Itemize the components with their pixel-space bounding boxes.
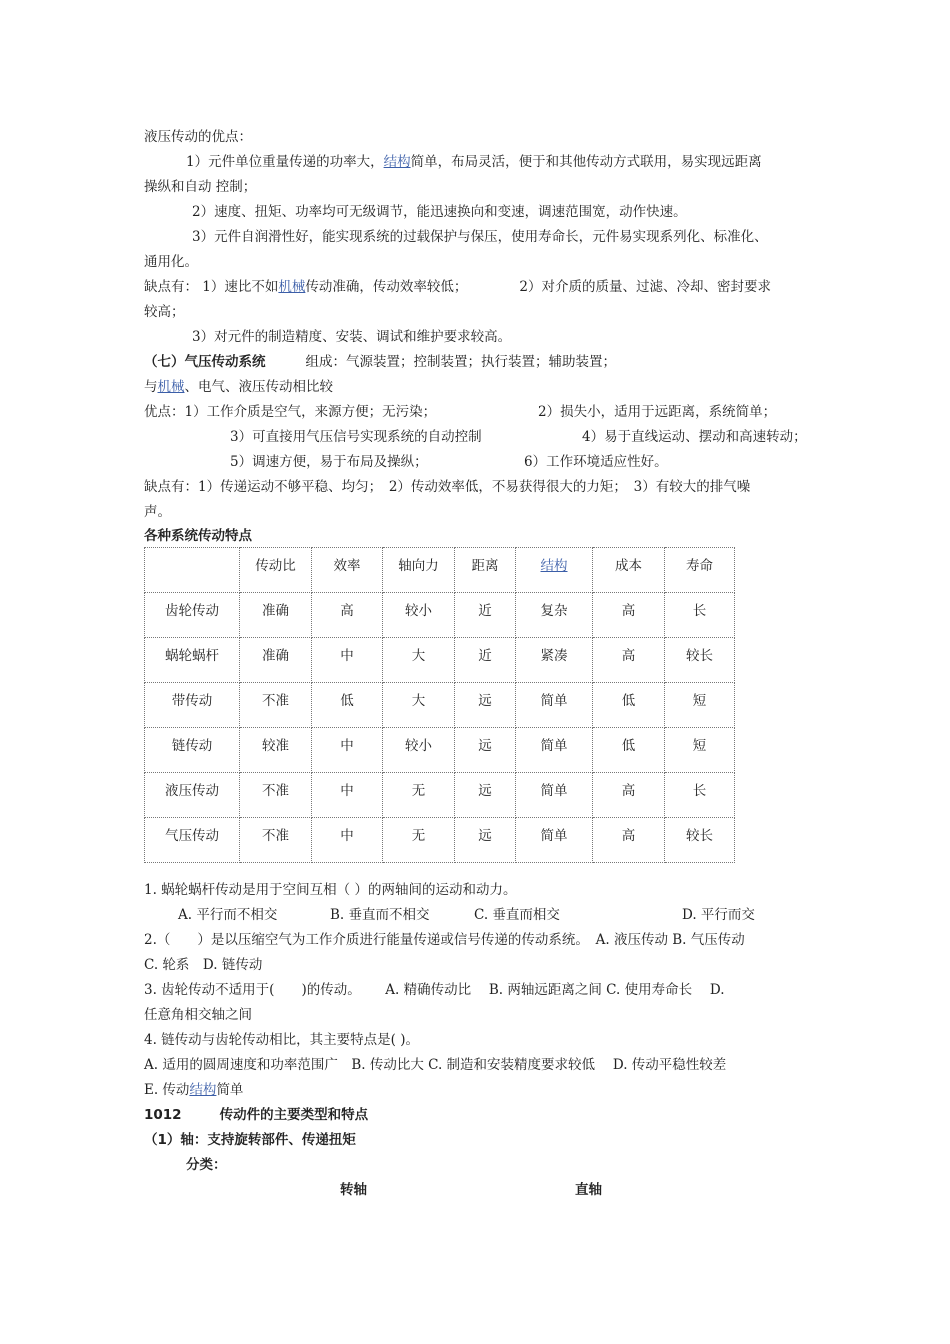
table-header-cell: [516, 548, 593, 593]
question-4-options: A. 适用的圆周速度和功率范围广 B. 传动比大 C. 制造和安装精度要求较低 D. 传动平稳性较差: [144, 1057, 727, 1073]
hydraulic-title: 液压传动的优点：: [144, 129, 252, 145]
table-cell: 准确: [240, 593, 312, 638]
table-header-cell: 传动比: [240, 548, 312, 593]
shaft-heading: （1）轴：支持旋转部件、传递扭矩: [144, 1132, 356, 1148]
structure-link[interactable]: 结构: [383, 154, 411, 170]
hydraulic-disadv-cont: 较高；: [144, 304, 185, 320]
question-2-cont: C. 轮系 D. 链传动: [144, 957, 263, 973]
table-cell: 大: [383, 683, 455, 728]
question-4-option-e: E. 传动结构简单: [144, 1082, 244, 1098]
hydraulic-disadv: 缺点有： 1）速比不如机械传动准确，传动效率较低； 2）对介质的质量、过滤、冷却、密封要求: [144, 279, 771, 295]
table-cell: 复杂: [516, 593, 593, 638]
table-cell: 简单: [516, 683, 593, 728]
table-cell: 高: [593, 818, 665, 863]
question-2: 2.（ ）是以压缩空气为工作介质进行能量传递或信号传递的传动系统。 A. 液压传动 B. 气压传动: [144, 932, 745, 948]
pneumatic-composition: 组成：气源装置；控制装置；执行装置；辅助装置；: [305, 354, 616, 370]
table-cell: 远: [455, 683, 516, 728]
table-title: 各种系统传动特点: [144, 528, 252, 544]
table-cell: 低: [593, 728, 665, 773]
q1-option-c: C. 垂直而相交: [474, 907, 560, 923]
table-cell: 无: [383, 773, 455, 818]
pneumatic-adv-1: 优点：1）工作介质是空气，来源方便；无污染；: [144, 404, 437, 420]
question-3-cont: 任意角相交轴之间: [144, 1007, 252, 1023]
table-cell: 不准: [240, 818, 312, 863]
table-cell: 长: [665, 593, 735, 638]
machinery-link[interactable]: 机械: [278, 279, 306, 295]
table-header-row: [145, 548, 735, 593]
table-cell: 高: [593, 593, 665, 638]
table-cell: 远: [455, 773, 516, 818]
table-row: [145, 683, 735, 728]
pneumatic-heading: （七）气压传动系统: [144, 354, 266, 370]
rotating-shaft-label: 转轴: [340, 1182, 367, 1198]
table-cell: 近: [455, 638, 516, 683]
question-4: 4. 链传动与齿轮传动相比，其主要特点是( )。: [144, 1032, 419, 1048]
table-cell: 短: [665, 683, 735, 728]
hydraulic-adv-3: 3）元件自润滑性好，能实现系统的过载保护与保压，使用寿命长，元件易实现系列化、标准化、: [192, 229, 768, 245]
table-header-cell: 成本: [593, 548, 665, 593]
q1-option-a: A. 平行而不相交: [178, 907, 278, 923]
table-cell: 无: [383, 818, 455, 863]
table-cell: 不准: [240, 773, 312, 818]
table-cell: 较小: [383, 593, 455, 638]
table-row: [145, 593, 735, 638]
table-header-cell: 寿命: [665, 548, 735, 593]
section-title: 传动件的主要类型和特点: [219, 1107, 369, 1123]
question-3: 3. 齿轮传动不适用于( )的传动。 A. 精确传动比 B. 两轴远距离之间 C. 使用寿命长 D.: [144, 982, 725, 998]
table-row: [145, 818, 735, 863]
table-cell: 气压传动: [145, 818, 240, 863]
table-cell: 中: [312, 773, 383, 818]
table-cell: 高: [312, 593, 383, 638]
hydraulic-adv-2: 2）速度、扭矩、功率均可无级调节，能迅速换向和变速，调速范围宽，动作快速。: [192, 204, 687, 220]
table-cell: 长: [665, 773, 735, 818]
pneumatic-adv-2: 2）损失小，适用于远距离，系统简单；: [538, 404, 777, 420]
table-cell: 中: [312, 818, 383, 863]
hydraulic-adv-1: 1）元件单位重量传递的功率大，结构简单，布局灵活，便于和其他传动方式联用，易实现远距离: [186, 154, 762, 170]
table-header-cell: 距离: [455, 548, 516, 593]
structure-link-header[interactable]: 结构: [540, 558, 568, 574]
table-cell: 简单: [516, 818, 593, 863]
table-cell: 简单: [516, 728, 593, 773]
table-cell: 远: [455, 728, 516, 773]
table-cell: 简单: [516, 773, 593, 818]
section-code: 1012: [144, 1107, 182, 1123]
pneumatic-adv-5: 5）调速方便，易于布局及操纵；: [230, 454, 428, 470]
table-cell: 紧凑: [516, 638, 593, 683]
pneumatic-heading-line: [144, 352, 616, 372]
table-cell: 较准: [240, 728, 312, 773]
table-header-cell: 效率: [312, 548, 383, 593]
classification-label: 分类：: [186, 1157, 227, 1173]
pneumatic-compare: 与机械、电气、液压传动相比较: [144, 379, 333, 395]
pneumatic-disadv: 缺点有：1）传递运动不够平稳、均匀； 2）传动效率低，不易获得很大的力矩； 3）有较大的排气噪: [144, 479, 751, 495]
pneumatic-adv-3: 3）可直接用气压信号实现系统的自动控制: [230, 429, 482, 445]
table-cell: 准确: [240, 638, 312, 683]
table-cell: 低: [312, 683, 383, 728]
machinery-link-2[interactable]: 机械: [157, 379, 185, 395]
q1-option-b: B. 垂直而不相交: [330, 907, 430, 923]
table-cell: 短: [665, 728, 735, 773]
pneumatic-disadv-cont: 声。: [144, 504, 171, 520]
table-header-cell: 轴向力: [383, 548, 455, 593]
pneumatic-adv-6: 6）工作环境适应性好。: [524, 454, 668, 470]
question-1: 1. 蜗轮蜗杆传动是用于空间互相（ ）的两轴间的运动和动力。: [144, 882, 517, 898]
table-cell: 不准: [240, 683, 312, 728]
hydraulic-disadv-3: 3）对元件的制造精度、安装、调试和维护要求较高。: [192, 329, 512, 345]
table-cell: 高: [593, 773, 665, 818]
hydraulic-adv-1-cont: 操纵和自动 控制；: [144, 179, 257, 195]
table-cell: 远: [455, 818, 516, 863]
hydraulic-adv-3-cont: 通用化。: [144, 254, 198, 270]
table-cell: 液压传动: [145, 773, 240, 818]
table-cell: 带传动: [145, 683, 240, 728]
table-row: [145, 773, 735, 818]
table-cell: 较长: [665, 638, 735, 683]
table-cell: 蜗轮蜗杆: [145, 638, 240, 683]
table-cell: 链传动: [145, 728, 240, 773]
table-cell: 低: [593, 683, 665, 728]
pneumatic-adv-4: 4）易于直线运动、摆动和高速转动；: [582, 429, 807, 445]
table-cell: 近: [455, 593, 516, 638]
table-row: [145, 728, 735, 773]
table-header-cell: [145, 548, 240, 593]
straight-shaft-label: 直轴: [575, 1182, 602, 1198]
section-heading: [144, 1105, 368, 1125]
transmission-table: [144, 547, 735, 863]
table-cell: 较小: [383, 728, 455, 773]
structure-link-2[interactable]: 结构: [189, 1082, 217, 1098]
table-cell: 较长: [665, 818, 735, 863]
table-cell: 中: [312, 728, 383, 773]
table-cell: 中: [312, 638, 383, 683]
table-cell: 大: [383, 638, 455, 683]
table-cell: 高: [593, 638, 665, 683]
q1-option-d: D. 平行而交: [682, 907, 755, 923]
table-cell: 齿轮传动: [145, 593, 240, 638]
table-row: [145, 638, 735, 683]
